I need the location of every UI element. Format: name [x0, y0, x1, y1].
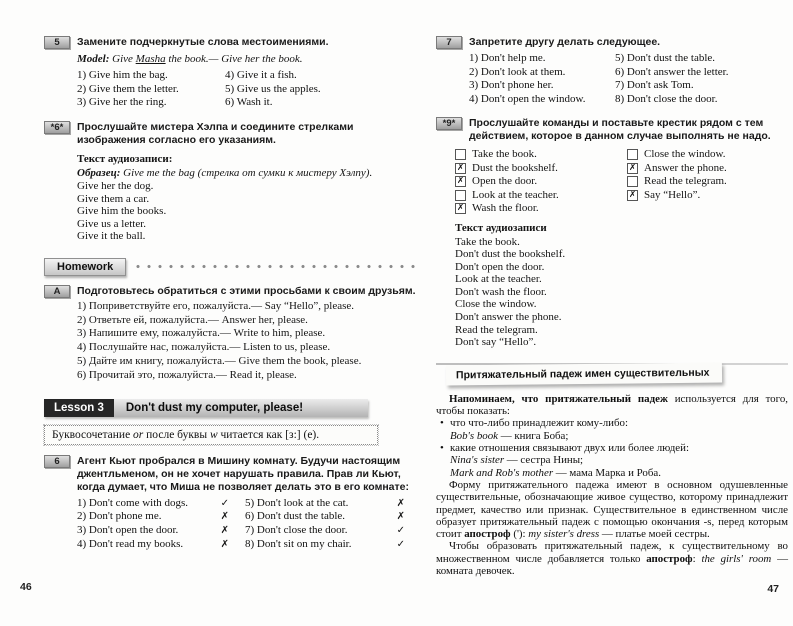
exercise-item: 1) Don't help me. [469, 52, 546, 64]
grammar-paragraph-2: Чтобы образовать притяжательный падеж, к существительному во множественном числе добавляется только апостроф: the girls' room — комната девочек. [436, 540, 788, 577]
answer-mark: ✗ [220, 511, 229, 523]
audio-line: Give him the books. [77, 205, 167, 218]
page-number-right: 47 [767, 583, 779, 595]
homework-item: 1) Поприветствуйте его, пожалуйста.— Say “Hello”, please. [77, 299, 354, 312]
checkbox-label: Dust the bookshelf. [472, 161, 558, 174]
exercise-9 [436, 117, 788, 143]
audio-script-block-2 [455, 222, 788, 349]
exercise-6-badge: 6 [44, 455, 70, 468]
answer-mark: ✓ [396, 525, 405, 537]
answer-mark: ✗ [220, 539, 229, 551]
exercise-item-row [245, 497, 405, 511]
audio-line: Don't say “Hello”. [455, 336, 537, 349]
audio-line: Take the book. [455, 235, 520, 248]
checkbox: ✗ [456, 203, 465, 213]
exercise-5-items-left [77, 69, 225, 110]
checkbox [455, 149, 466, 160]
exercise-item: 5) Give us the apples. [225, 82, 321, 95]
audio-line: Don't open the door. [455, 260, 545, 273]
page-number-left: 46 [20, 581, 32, 593]
exercise-item: 1) Don't come with dogs. [77, 496, 189, 509]
audio-line: Close the window. [455, 298, 537, 311]
exercise-item: 7) Don't close the door. [245, 524, 348, 537]
homework-header [44, 258, 422, 276]
lesson-3-bar [44, 399, 368, 417]
audio-line: Give her the dog. [77, 179, 154, 192]
audio-line: Read the telegram. [455, 323, 538, 336]
grammar-bullet-1: • что что-либо принадлежит кому-либо: [436, 417, 788, 429]
checkbox: ✗ [628, 189, 637, 200]
exercise-6-items [77, 497, 422, 552]
homework-item: 2) Ответьте ей, пожалуйста.— Answer her, please. [77, 313, 308, 326]
exercise-5-badge: 5 [44, 36, 70, 49]
answer-mark: ✓ [396, 539, 405, 551]
exercise-item: 6) Wash it. [225, 96, 273, 108]
checkbox-label: Close the window. [644, 148, 726, 160]
audio-lines [77, 180, 422, 243]
exercise-item: 2) Don't look at them. [469, 65, 566, 78]
audio-line: Don't dust the bookshelf. [455, 248, 566, 261]
exercise-item: 1) Give him the bag. [77, 69, 168, 81]
grammar-bullet-1-example: Bob's book — книга Боба; [450, 429, 569, 442]
audio-line: Give us a letter. [77, 217, 147, 230]
checkbox [627, 176, 638, 187]
exercise-6-listening-title: Прослушайте мистера Хэлпа и соедините стрелками изображения согласно его указаниям. [77, 120, 354, 146]
exercise-item-row [245, 510, 405, 524]
exercise-item-row [77, 524, 229, 538]
checkbox-label: Answer the phone. [644, 161, 727, 174]
grammar-bullet-2-example-1: Nina's sister — сестра Нины; [450, 454, 584, 467]
exercise-7-items [469, 52, 788, 106]
exercise-6 [44, 455, 422, 494]
homework-item: 5) Дайте им книгу, пожалуйста.— Give them the book, please. [77, 355, 362, 368]
checkbox-label: Look at the teacher. [472, 188, 559, 201]
answer-mark: ✓ [220, 497, 229, 509]
exercise-item: 8) Don't sit on my chair. [245, 538, 352, 551]
homework-items [77, 300, 422, 383]
exercise-item-row [245, 538, 405, 552]
audio-script-block [77, 153, 422, 243]
homework-a-title: Подготовьтесь обратиться с этими просьбами к своим друзьям. [77, 284, 416, 297]
exercise-item: 6) Don't dust the table. [245, 510, 346, 523]
exercise-7-items-left [469, 52, 615, 106]
audio-line: Give it the ball. [77, 230, 146, 243]
checkbox-label: Open the door. [472, 175, 538, 187]
homework-item: 6) Прочитай это, пожалуйста.— Read it, please. [77, 368, 297, 381]
audio-sample: Образец: Give me the bag (стрелка от сумки к мистеру Хэлпу). [77, 166, 373, 179]
exercise-item: 3) Give her the ring. [77, 96, 167, 108]
checkbox: ✗ [456, 176, 465, 186]
exercise-5-items [77, 69, 422, 110]
homework-exercise-a [44, 285, 422, 298]
exercise-6-listening [44, 121, 422, 147]
exercise-5 [44, 36, 422, 49]
grammar-bullet-2-example-2: Mark and Rob's mother — мама Марка и Роба. [450, 466, 661, 479]
checkbox-row [627, 175, 788, 188]
audio-line: Don't answer the phone. [455, 311, 562, 324]
exercise-7 [436, 36, 788, 49]
audio-line: Give them a car. [77, 192, 150, 205]
grammar-paragraph-1: Форму притяжательного падежа имеют в основном одушевленные существительные, обозначающие живое существо, которому принадлежит предмет, качество или признак. Существительное в единственном числе образует притяжательный падеж с помощью окончания -s, перед которым стоит апостроф ('): my sister's dress — платье моей сестры. [436, 478, 788, 541]
exercise-7-title: Запретите другу делать следующее. [469, 36, 661, 48]
exercise-9-title: Прослушайте команды и поставьте крестик рядом с тем действием, которое в данном случае выполнять не надо. [469, 117, 771, 142]
audio-script-label: Текст аудиозаписи [455, 221, 547, 234]
exercise-6-items-left [77, 497, 229, 552]
exercise-item: 4) Don't open the window. [469, 92, 586, 105]
grammar-intro: Напоминаем, что притяжательный падеж используется для того, чтобы показать: [436, 392, 788, 418]
grammar-bullet-2: • какие отношения связывают двух или более людей: [436, 442, 788, 454]
exercise-item: 8) Don't close the door. [615, 92, 718, 105]
exercise-5-items-right [225, 69, 422, 110]
grammar-text [436, 393, 788, 577]
lesson-3-badge: Lesson 3 [44, 399, 114, 417]
exercise-5-model: Model: Give Masha the book.— Give her the book. [77, 53, 303, 65]
exercise-item: 2) Give them the letter. [77, 82, 179, 95]
exercise-item: 6) Don't answer the letter. [615, 65, 729, 78]
checkbox: ✗ [628, 162, 637, 173]
homework-item: 3) Напишите ему, пожалуйста.— Write to him, please. [77, 327, 326, 340]
exercise-item: 2) Don't phone me. [77, 510, 162, 523]
exercise-item: 5) Don't dust the table. [615, 52, 716, 64]
exercise-7-items-right [615, 52, 788, 106]
checkbox-row [455, 162, 627, 175]
dotted-divider [136, 264, 422, 269]
checkbox [455, 190, 466, 201]
answer-mark: ✗ [220, 525, 229, 537]
checkbox-row [455, 189, 627, 202]
exercise-9-checks-right [627, 148, 788, 216]
audio-script-label: Текст аудиозаписи: [77, 152, 173, 165]
answer-mark: ✗ [396, 497, 405, 509]
answer-mark: ✗ [396, 511, 405, 523]
checkbox: ✗ [456, 162, 465, 173]
exercise-item: 4) Don't read my books. [77, 538, 184, 551]
exercise-6-items-right [245, 497, 405, 552]
checkbox-label: Take the book. [472, 148, 537, 160]
exercise-item: 3) Don't phone her. [469, 79, 554, 91]
homework-a-badge: A [44, 285, 70, 298]
exercise-item: 7) Don't ask Tom. [615, 79, 694, 91]
checkbox-row [455, 148, 627, 161]
exercise-item: 3) Don't open the door. [77, 524, 179, 537]
exercise-item: 5) Don't look at the cat. [245, 496, 349, 509]
phonics-rule-box: Буквосочетание or после буквы w читается как [з:] (e). [44, 425, 378, 445]
exercise-item-row [77, 510, 229, 524]
exercise-6-title: Агент Кьют пробрался в Мишину комнату. Будучи настоящим джентльменом, он не хочет нарушать правила. Прав ли Кьют, когда думает, что Миша не позволяет делать это в его комнате: [77, 454, 410, 493]
checkbox-label: Wash the floor. [472, 202, 539, 214]
exercise-item-row [77, 538, 229, 552]
exercise-5-title: Замените подчеркнутые слова местоимениями. [77, 36, 329, 48]
exercise-9-checks-left [455, 148, 627, 216]
checkbox-row [627, 189, 788, 202]
checkbox-row [627, 148, 788, 161]
checkbox-label: Say “Hello”. [644, 188, 701, 201]
exercise-item-row [77, 497, 229, 511]
page-46 [44, 36, 422, 552]
audio-line: Don't wash the floor. [455, 285, 547, 298]
exercise-9-badge: *9* [436, 117, 462, 130]
checkbox-row [627, 162, 788, 175]
checkbox-label: Read the telegram. [644, 175, 727, 187]
checkbox [627, 149, 638, 160]
checkbox-row [455, 202, 627, 215]
grammar-section-header: Притяжательный падеж имен существительных [446, 362, 722, 385]
exercise-9-checklist [455, 148, 788, 216]
page-47 [436, 36, 788, 577]
homework-badge: Homework [44, 258, 126, 276]
exercise-item: 4) Give it a fish. [225, 69, 297, 81]
exercise-item-row [245, 524, 405, 538]
checkbox-row [455, 175, 627, 188]
exercise-7-badge: 7 [436, 36, 462, 49]
audio-line: Look at the teacher. [455, 273, 542, 286]
audio-lines [455, 236, 788, 349]
lesson-3-title: Don't dust my computer, please! [114, 399, 368, 417]
exercise-6-listening-badge: *6* [44, 121, 70, 134]
homework-item: 4) Послушайте нас, пожалуйста.— Listen to us, please. [77, 341, 331, 354]
